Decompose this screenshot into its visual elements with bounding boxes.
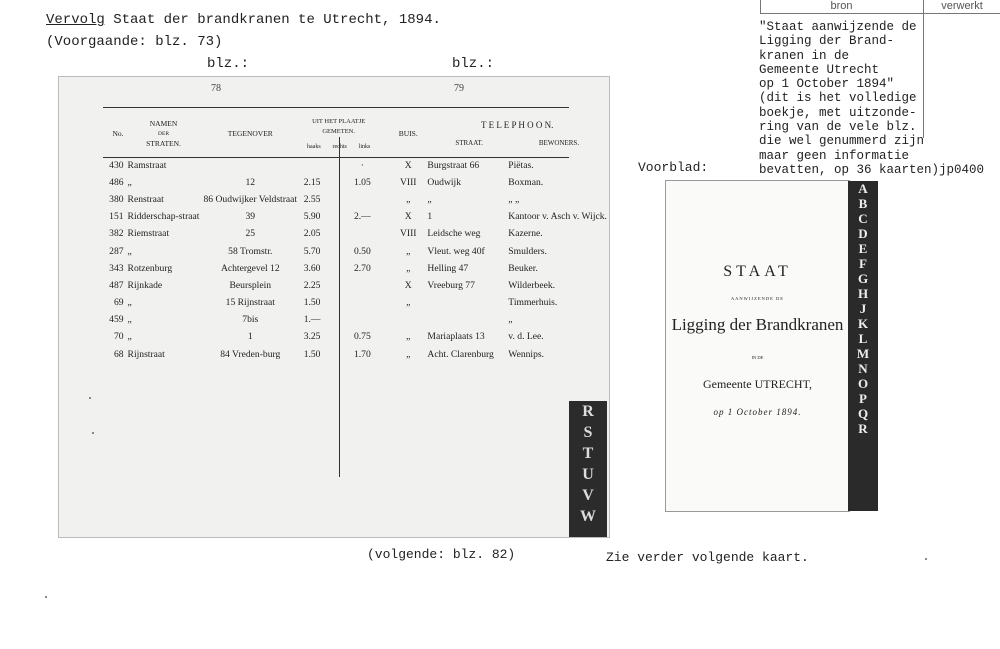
cell-haaks: 5.90 bbox=[303, 211, 321, 223]
cell-haaks: 2.55 bbox=[303, 193, 321, 205]
cell-naam: Ramstraat bbox=[127, 159, 167, 171]
header-der: DER bbox=[158, 131, 170, 137]
header-namen bbox=[126, 111, 202, 157]
cover-tab-o: O bbox=[857, 376, 869, 391]
cell-rechts bbox=[325, 295, 346, 312]
cell-buis: „ bbox=[406, 297, 411, 309]
cell-no: 382 bbox=[109, 228, 124, 240]
cover-tab-e: E bbox=[858, 241, 868, 256]
cell-rechts bbox=[325, 174, 346, 191]
thumb-tab-t: T bbox=[582, 445, 594, 462]
cell-straat: Mariaplaats 13 bbox=[427, 331, 485, 343]
cell-straat: Helling 47 bbox=[427, 262, 469, 274]
cell-no: 70 bbox=[113, 331, 124, 343]
cell-links: 1.05 bbox=[353, 176, 371, 188]
cell-rechts bbox=[325, 277, 346, 294]
cell-naam: „ bbox=[127, 245, 132, 257]
cell-no: 380 bbox=[109, 193, 124, 205]
cell-no: 151 bbox=[109, 211, 124, 223]
cover-ligging: Ligging der Brandkranen bbox=[671, 315, 844, 334]
header-telephoon bbox=[425, 111, 609, 157]
cell-no: 459 bbox=[109, 314, 124, 326]
cell-bew: Wilderbeek. bbox=[508, 279, 556, 291]
cell-teg: 86 Oudwijker Veldstraat bbox=[203, 193, 298, 205]
cell-buis: „ bbox=[406, 331, 411, 343]
cell-links bbox=[346, 312, 378, 329]
thumb-tab-u: U bbox=[582, 466, 594, 483]
cell-buis: „ bbox=[406, 193, 411, 205]
table-row bbox=[103, 277, 609, 294]
table-row bbox=[103, 209, 609, 226]
next-page-reference: (volgende: blz. 82) bbox=[367, 547, 516, 562]
source-description: "Staat aanwijzende de Ligging der Brand- kranen in de Gemeente Utrecht op 1 October 1894" (dit is het volledige boekje, met uitzonde- ring van de vele blz. die wel genummerd zijn maar geen informatie bevatten, op 36 kaarten)jp0400 bbox=[759, 20, 985, 177]
cell-buis: VIII bbox=[399, 176, 417, 188]
cell-bew: „ bbox=[508, 314, 513, 326]
cell-rechts bbox=[325, 226, 346, 243]
cover-date: op 1 October 1894. bbox=[713, 407, 802, 417]
cell-haaks: 3.60 bbox=[303, 262, 321, 274]
verwerkt-header: verwerkt bbox=[941, 0, 983, 12]
cell-haaks: 1.50 bbox=[303, 348, 321, 360]
cell-rechts bbox=[325, 209, 346, 226]
cell-bew: Beuker. bbox=[508, 262, 538, 274]
cell-rechts bbox=[325, 312, 346, 329]
cover-tab-d: D bbox=[858, 226, 868, 241]
ledger-header-row bbox=[103, 111, 609, 157]
cover-tab-f: F bbox=[859, 256, 867, 271]
heading-prefix: Vervolg bbox=[46, 12, 105, 28]
cell-links bbox=[346, 191, 378, 208]
cell-teg: Achtergevel 12 bbox=[220, 262, 280, 274]
cell-straat: 1 bbox=[427, 211, 433, 223]
cell-bew: Piëtas. bbox=[508, 159, 534, 171]
cell-teg: 58 Tromstr. bbox=[228, 245, 273, 257]
cover-tab-r: R bbox=[858, 421, 868, 436]
header-buis: BUIS. bbox=[398, 129, 418, 138]
table-row bbox=[103, 346, 609, 363]
cell-no: 430 bbox=[109, 159, 124, 171]
cell-bew: Kazerne. bbox=[508, 228, 543, 240]
cell-bew: Smulders. bbox=[508, 245, 547, 257]
page-number-right: 79 bbox=[454, 83, 464, 94]
cell-no: 343 bbox=[109, 262, 124, 274]
cover-index-tabs bbox=[848, 181, 878, 511]
cell-rechts bbox=[325, 346, 346, 363]
cell-buis: X bbox=[404, 159, 412, 171]
bron-header: bron bbox=[830, 0, 853, 12]
header-bewoners: BEWONERS. bbox=[538, 139, 580, 147]
top-rule bbox=[103, 107, 569, 108]
cell-haaks: 1.— bbox=[303, 314, 321, 326]
table-row bbox=[103, 226, 609, 243]
cell-buis: „ bbox=[406, 245, 411, 257]
table-row bbox=[103, 312, 609, 329]
cell-haaks bbox=[299, 157, 325, 174]
cell-bew: Boxman. bbox=[508, 176, 544, 188]
cover-aanwijzende: AANWIJZENDE DE bbox=[730, 296, 785, 301]
cell-naam: Ridderschap-straat bbox=[127, 211, 200, 223]
cover-tab-h: H bbox=[857, 286, 869, 301]
cell-naam: Riemstraat bbox=[127, 228, 170, 240]
cell-naam: „ bbox=[127, 297, 132, 309]
cover-tab-l: L bbox=[858, 331, 868, 346]
cell-teg: 1 bbox=[247, 331, 253, 343]
cell-naam: „ bbox=[127, 176, 132, 188]
header-uit-het-plaatje bbox=[299, 111, 378, 157]
cover-tab-j: J bbox=[859, 301, 867, 316]
cell-rechts bbox=[325, 329, 346, 346]
cell-links: 0.75 bbox=[353, 331, 371, 343]
cell-links bbox=[346, 277, 378, 294]
cell-links bbox=[346, 295, 378, 312]
cell-straat: Vreeburg 77 bbox=[427, 279, 475, 291]
table-row bbox=[103, 295, 609, 312]
see-next-card-note: Zie verder volgende kaart. bbox=[606, 550, 809, 565]
header-links: links bbox=[358, 143, 371, 150]
cover-tab-p: P bbox=[859, 391, 867, 406]
cell-teg: 12 bbox=[245, 176, 256, 188]
scanned-ledger-pages bbox=[58, 76, 610, 538]
document-heading bbox=[46, 12, 441, 28]
cell-naam: Rijnstraat bbox=[127, 348, 165, 360]
cell-haaks: 2.15 bbox=[303, 176, 321, 188]
cell-haaks: 2.05 bbox=[303, 228, 321, 240]
blz-label-left: blz.: bbox=[207, 56, 250, 72]
cell-straat bbox=[425, 312, 506, 329]
cell-bew: Kantoor v. Asch v. Wijck. bbox=[508, 211, 607, 223]
header-no: No. bbox=[112, 129, 124, 138]
cell-naam: „ bbox=[127, 331, 132, 343]
ledger-table bbox=[103, 111, 609, 363]
table-row bbox=[103, 260, 609, 277]
blz-label-right: blz.: bbox=[452, 56, 495, 72]
cover-gemeente: Gemeente UTRECHT, bbox=[702, 377, 813, 391]
cover-staat: STAAT bbox=[723, 263, 792, 280]
thumb-tab-v: V bbox=[582, 487, 594, 504]
cell-teg: 15 Rijnstraat bbox=[225, 297, 275, 309]
cell-teg: Beursplein bbox=[229, 279, 272, 291]
cell-buis: „ bbox=[406, 262, 411, 274]
thumb-tab-s: S bbox=[583, 424, 593, 441]
cell-straat: Leidsche weg bbox=[427, 228, 481, 240]
thumb-tab-r: R bbox=[582, 403, 594, 420]
cell-buis: X bbox=[404, 279, 412, 291]
cell-rechts bbox=[325, 191, 346, 208]
cell-buis: X bbox=[404, 211, 412, 223]
cover-tab-k: K bbox=[857, 316, 869, 331]
cell-buis: „ bbox=[406, 348, 411, 360]
header-straten: STRATEN. bbox=[146, 139, 181, 148]
cell-no: 287 bbox=[109, 245, 124, 257]
table-row bbox=[103, 191, 609, 208]
cell-rechts bbox=[325, 157, 346, 174]
header-straat: STRAAT. bbox=[455, 139, 484, 147]
cover-tab-c: C bbox=[858, 211, 868, 226]
cell-buis: VIII bbox=[399, 228, 417, 240]
cover-tab-b: B bbox=[858, 196, 868, 211]
cell-links: 2.— bbox=[353, 211, 371, 223]
header-rechts: rechts bbox=[332, 143, 347, 150]
header-haaks: haaks bbox=[307, 143, 321, 150]
header-uit: UIT HET PLAATJE bbox=[312, 117, 366, 125]
cell-bew: „ „ bbox=[508, 193, 520, 205]
cover-tab-n: N bbox=[858, 361, 868, 376]
cell-haaks: 3.25 bbox=[303, 331, 321, 343]
cell-haaks: 1.50 bbox=[303, 297, 321, 309]
cell-teg bbox=[201, 157, 299, 174]
cell-links: 2.70 bbox=[353, 262, 371, 274]
cell-buis bbox=[391, 312, 425, 329]
cell-no: 487 bbox=[109, 279, 124, 291]
header-tegenover: TEGENOVER bbox=[227, 129, 273, 138]
header-gemeten: GEMETEN. bbox=[322, 127, 356, 135]
table-row bbox=[103, 329, 609, 346]
table-row bbox=[103, 174, 609, 191]
header-namen-label: NAMEN bbox=[149, 119, 178, 128]
header-telephoon-label: T E L E P H O O N. bbox=[481, 120, 554, 130]
cell-straat: Acht. Clarenburg bbox=[427, 348, 494, 360]
cell-teg: 84 Vreden-burg bbox=[220, 348, 281, 360]
booklet-cover bbox=[665, 180, 850, 512]
cell-haaks: 5.70 bbox=[303, 245, 321, 257]
cell-bew: v. d. Lee. bbox=[508, 331, 544, 343]
thumb-index-tabs bbox=[569, 401, 607, 538]
cell-naam: Renstraat bbox=[127, 193, 164, 205]
table-row bbox=[103, 243, 609, 260]
cell-haaks: 2.25 bbox=[303, 279, 321, 291]
cell-naam: „ bbox=[127, 314, 132, 326]
cell-straat: Burgstraat 66 bbox=[427, 159, 480, 171]
cell-links bbox=[346, 226, 378, 243]
cover-tab-q: Q bbox=[857, 406, 869, 421]
cell-no: 68 bbox=[113, 348, 124, 360]
cell-straat bbox=[425, 295, 506, 312]
cell-teg: 7bis bbox=[242, 314, 259, 326]
cell-links: 0.50 bbox=[353, 245, 371, 257]
previous-page-reference: (Voorgaande: blz. 73) bbox=[46, 34, 223, 50]
cell-rechts bbox=[325, 243, 346, 260]
cell-straat: „ bbox=[427, 193, 432, 205]
cell-no: 486 bbox=[109, 176, 124, 188]
cell-rechts bbox=[325, 260, 346, 277]
cell-bew: Wennips. bbox=[508, 348, 545, 360]
cell-teg: 25 bbox=[245, 228, 256, 240]
cover-tab-m: M bbox=[856, 346, 870, 361]
heading-rest: Staat der brandkranen te Utrecht, 1894. bbox=[104, 12, 441, 28]
cover-tab-g: G bbox=[857, 271, 869, 286]
cover-in-de: IN DE bbox=[751, 355, 764, 360]
cell-no: 69 bbox=[113, 297, 124, 309]
cell-naam: Rotzenburg bbox=[127, 262, 173, 274]
cell-links: 1.70 bbox=[353, 348, 371, 360]
cover-tab-a: A bbox=[858, 181, 868, 196]
cell-bew: Timmerhuis. bbox=[508, 297, 558, 309]
thumb-tab-w: W bbox=[580, 508, 596, 525]
page-number-left: 78 bbox=[211, 83, 221, 94]
cell-naam: Rijnkade bbox=[127, 279, 163, 291]
cell-teg: 39 bbox=[245, 211, 256, 223]
table-row bbox=[103, 157, 609, 174]
cell-straat: Vleut. weg 40f bbox=[427, 245, 485, 257]
cell-links: · bbox=[360, 159, 364, 171]
cell-straat: Oudwijk bbox=[427, 176, 461, 188]
voorblad-label: Voorblad: bbox=[638, 160, 709, 175]
